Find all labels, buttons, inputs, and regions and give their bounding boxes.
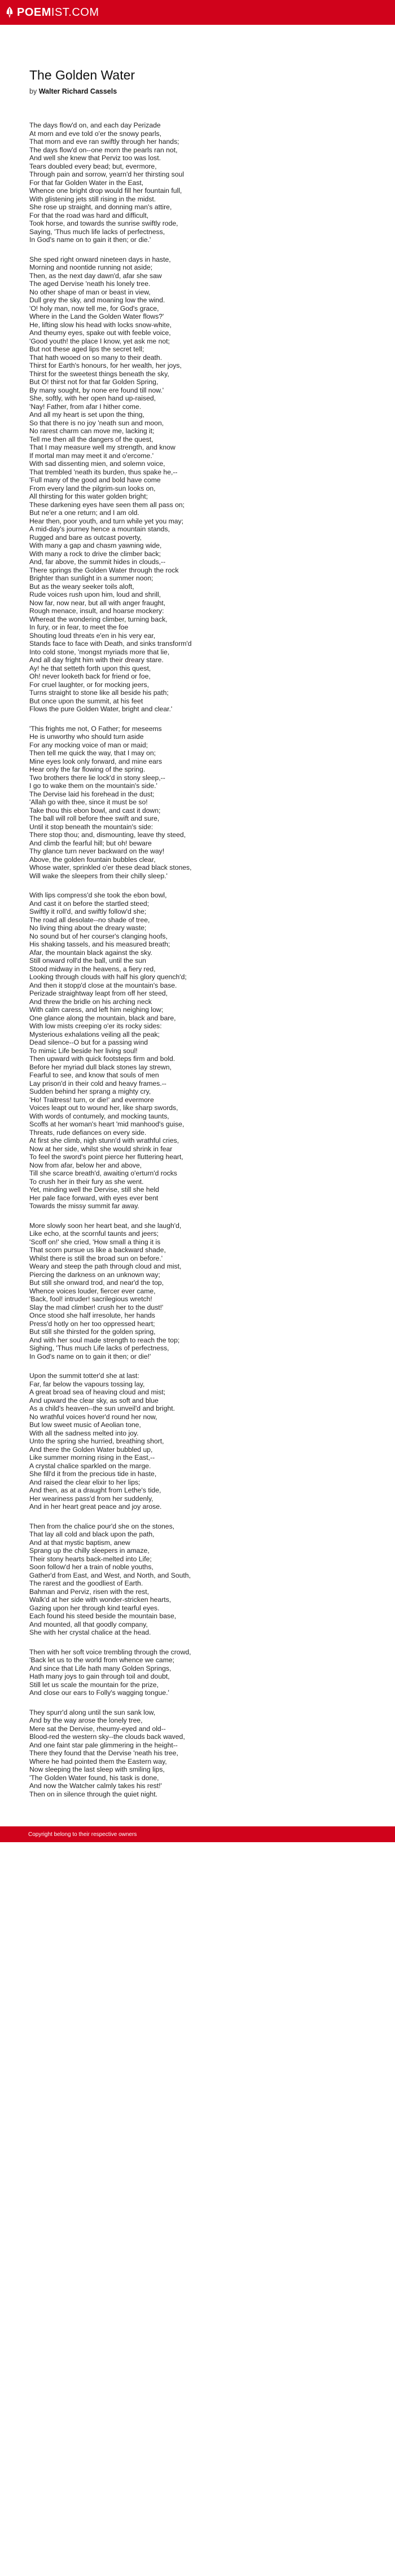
poem-line: Perizade straightway leapt from off her steed, — [29, 989, 168, 997]
poem-line: At morn and eve told o'er the snowy pearls, — [29, 129, 162, 138]
poem-line: Sprang up the chilly sleepers in amaze, — [29, 1547, 150, 1555]
poem-line: But as the weary seeker toils aloft, — [29, 582, 134, 591]
author-link[interactable]: Walter Richard Cassels — [38, 87, 117, 95]
poem-line: Took horse, and towards the sunrise swiftly rode, — [29, 219, 178, 227]
poem-line: Tell me then all the dangers of the quest, — [29, 435, 153, 443]
poem-line: Till she scarce breath'd, awaiting o'erturn'd rocks — [29, 1169, 177, 1177]
poem-line: Her pale face forward, with eyes ever bent — [29, 1194, 159, 1202]
poem-line: Sudden behind her sprang a mighty cry, — [29, 1087, 151, 1095]
poem-line: That scorn pursue us like a backward shade, — [29, 1246, 166, 1254]
poem-line: She with her crystal chalice at the head. — [29, 1628, 151, 1636]
poem-line: Then, as the next day dawn'd, afar she saw — [29, 271, 162, 280]
poem-line: Above, the golden fountain bubbles clear, — [29, 855, 156, 864]
poem-line: Oh! never looketh back for friend or foe, — [29, 672, 151, 680]
poem-line: A crystal chalice sparkled on the marge. — [29, 1461, 151, 1470]
poem-line: Walk'd at her side with wonder-stricken hearts, — [29, 1596, 172, 1604]
poem-line: 'Scoff on!' she cried, 'How small a thing it is — [29, 1238, 161, 1246]
poem-stanza — [29, 256, 395, 714]
poem-line: Afar, the mountain black against the sky. — [29, 948, 152, 957]
poem-line: 'This frights me not, O Father; for meseems — [29, 724, 162, 733]
poem-line: And by the way arose the lonely tree, — [29, 1716, 143, 1724]
poem-line: Where he had pointed them the Eastern way, — [29, 1757, 167, 1765]
poem-stanza — [29, 725, 395, 880]
poem-line: And with her soul made strength to reach the top; — [29, 1336, 180, 1344]
poem-line: To feel the sword's point pierce her fluttering heart, — [29, 1153, 183, 1161]
poem-line: Rugged and bare as outcast poverty, — [29, 533, 142, 541]
poem-line: Scoffs at her woman's heart 'mid manhood's guise, — [29, 1120, 185, 1128]
poem-line: 'Ho! Traitress! turn, or die!' and evermore — [29, 1095, 154, 1104]
poem-line: Sighing, 'Thus much Life lacks of perfectness, — [29, 1344, 169, 1352]
poem-line: No other shape of man or beast in view, — [29, 288, 151, 296]
quill-icon — [6, 7, 14, 18]
poem-line: And there the Golden Water bubbled up, — [29, 1445, 153, 1454]
poem-line: Each found his steed beside the mountain base, — [29, 1612, 177, 1620]
poem-line: To crush her in their fury as she went. — [29, 1177, 144, 1186]
poem-line: Towards the missy summit far away. — [29, 1202, 139, 1210]
poem-line: No living thing about the dreary waste; — [29, 924, 147, 932]
poem-line: Stands face to face with Death, and sinks transform'd — [29, 640, 192, 648]
poem-line: Then upward with quick footsteps firm and bold. — [29, 1055, 175, 1063]
poem-line: By many sought, by none ere found till now.' — [29, 386, 164, 394]
poem-line: 'Nay! Father, from afar I hither come. — [29, 402, 142, 411]
poem-line: Whereat the wondering climber, turning back, — [29, 615, 168, 623]
poem-line: Piercing the darkness on an unknown way; — [29, 1270, 160, 1279]
poem-line: At first she climb, nigh stunn'd with wrathful cries, — [29, 1137, 179, 1144]
poem-line: His shaking tassels, and his measured breath; — [29, 940, 170, 948]
poem-line: One glance along the mountain, black and bare, — [29, 1014, 176, 1022]
poem-byline — [29, 87, 395, 95]
poem-line: She rose up straight, and donning man's attire, — [29, 203, 172, 211]
poem-line: And well she knew that Perviz too was lost. — [29, 154, 161, 162]
poem-line: Shouting loud threats e'en in his very ear, — [29, 631, 156, 640]
poem-body — [29, 121, 395, 1798]
logo-light: IST.COM — [51, 6, 99, 19]
poem-line: 'Good youth! the place I know, yet ask me not; — [29, 337, 170, 345]
poem-line: Voices leapt out to wound her, like sharp swords, — [29, 1104, 178, 1112]
poem-line: From every land the pilgrim-sun looks on, — [29, 484, 156, 492]
poem-line: Will wake the sleepers from their chilly sleep.' — [29, 871, 168, 880]
poem-line: She fill'd it from the precious tide in haste, — [29, 1470, 157, 1478]
poem-line: The aged Dervise 'neath his lonely tree. — [29, 280, 151, 288]
poem-line: Two brothers there lie lock'd in stony sleep,-- — [29, 773, 165, 782]
poem-line: Soon follow'd her a train of noble youths, — [29, 1563, 153, 1571]
poem-line: Now at her side, whilst she would shrink in fear — [29, 1144, 173, 1153]
poem-line: Press'd hotly on her too oppressed heart; — [29, 1319, 155, 1328]
poem-line: I go to wake them on the mountain's side.' — [29, 782, 157, 790]
poem-line: And all day fright him with their dreary stare. — [29, 656, 164, 664]
poem-line: Still onward roll'd the ball, until the sun — [29, 957, 146, 965]
copyright-text: Copyright belong to their respective owners — [28, 1831, 137, 1838]
poem-line: And then it stopp'd close at the mountain's base. — [29, 981, 177, 989]
poem-line: Ay! he that setteth forth upon this quest, — [29, 664, 151, 672]
poem-line: But low sweet music of Aeolian tone, — [29, 1421, 141, 1429]
poem-line: For any mocking voice of man or maid; — [29, 741, 148, 749]
poem-line: With many a gap and chasm yawning wide, — [29, 541, 162, 549]
poem-line: And cast it on before the startled steed; — [29, 899, 150, 908]
poem-line: The Dervise laid his forehead in the dust; — [29, 790, 155, 798]
poem-line: With calm caress, and left him neighing low; — [29, 1006, 164, 1014]
poem-line: In God's name on to gain it then; or die!' — [29, 1352, 151, 1360]
poem-line: That lay all cold and black upon the path, — [29, 1530, 155, 1538]
poem-line: Thirst for the sweetest things beneath the sky, — [29, 369, 169, 378]
poem-line: A great broad sea of heaving cloud and mist; — [29, 1388, 166, 1396]
poem-line: No wrathful voices hover'd round her now, — [29, 1412, 157, 1421]
poem-line: There springs the Golden Water through the rock — [29, 566, 179, 574]
poem-line: Their stony hearts back-melted into Life; — [29, 1555, 152, 1563]
poem-line: And, far above, the summit hides in clouds,-- — [29, 558, 166, 566]
poem-line: Yet, minding well the Dervise, still she held — [29, 1186, 159, 1194]
poem-line: Like echo, at the scornful taunts and jeers; — [29, 1230, 159, 1238]
poem-line: Slay the mad climber! crush her to the dust!' — [29, 1303, 164, 1311]
poem-line: And now the Watcher calmly takes his rest!' — [29, 1782, 162, 1790]
poem-stanza — [29, 1372, 395, 1511]
poem-line: Now from afar, below her and above, — [29, 1161, 142, 1169]
poem-line: There stop thou; and, dismounting, leave thy steed, — [29, 831, 186, 839]
poem-line: With low mists creeping o'er its rocky sides: — [29, 1022, 162, 1030]
poem-line: No rarest charm can move me, lacking it; — [29, 427, 155, 435]
poem-line: Dull grey the sky, and moaning low the wind. — [29, 296, 165, 304]
poem-line: He is unworthy who should turn aside — [29, 733, 144, 741]
poem-line: But still she thirsted for the golden spring, — [29, 1328, 156, 1336]
poem-line: Now sleeping the last sleep with smiling lips, — [29, 1765, 165, 1773]
poem-line: Bahman and Perviz, risen with the rest, — [29, 1587, 150, 1596]
poem-line: There they found that the Dervise 'neath his tree, — [29, 1749, 178, 1757]
poem-line: Rude voices rush upon him, loud and shrill, — [29, 591, 161, 598]
poem-line: So that there is no joy 'neath sun and moon, — [29, 419, 164, 427]
site-footer — [0, 1826, 395, 1842]
poem-line: Her weariness pass'd from her suddenly, — [29, 1494, 153, 1503]
poem-line: Hear then, poor youth, and turn while yet you may; — [29, 517, 184, 525]
poem-line: That hath wooed on so many to their death. — [29, 353, 163, 362]
poem-line: Thirst for Earth's honours, for her wealth, her joys, — [29, 362, 182, 369]
poem-line: That I may measure well my strength, and know — [29, 443, 175, 451]
poem-line: The ball will roll before thee swift and sure, — [29, 814, 160, 822]
poem-line: Mere sat the Dervise, rheumy-eyed and old-- — [29, 1724, 166, 1733]
poem-line: And theumy eyes, spake out with feeble voice, — [29, 329, 171, 337]
poem-line: Once stood she half irresolute, her hands — [29, 1311, 155, 1319]
poem-stanza — [29, 1708, 395, 1799]
poem-line: For cruel laughter, or for mocking jeers, — [29, 680, 150, 689]
poem-line: Turns straight to stone like all beside his path; — [29, 689, 169, 697]
poem-line: Lay prison'd in their cold and heavy frames.-- — [29, 1079, 166, 1087]
poem-line: Upon the summit totter'd she at last: — [29, 1372, 139, 1380]
poem-line: With sad dissenting mien, and solemn voice, — [29, 460, 165, 468]
poem-line: But not these aged lips the secret tell; — [29, 345, 144, 353]
poem-content — [0, 25, 395, 1798]
poem-line: Like summer morning rising in the East,-- — [29, 1454, 155, 1461]
poem-line: No sound but of her courser's clanging hoofs, — [29, 932, 168, 940]
poem-line: And since that Life hath many Golden Springs, — [29, 1664, 172, 1672]
poem-line: Where in the Land the Golden Water flows?' — [29, 312, 164, 320]
poem-line: Whilst there is still the broad sun on before.' — [29, 1254, 163, 1262]
poem-stanza — [29, 1222, 395, 1361]
poem-line: Into cold stone, 'mongst myriads more that lie, — [29, 648, 170, 656]
poem-line: Then with her soft voice trembling through the crowd, — [29, 1648, 191, 1656]
poem-line: If mortal man may meet it and o'ercome.' — [29, 451, 154, 460]
poem-line: And threw the bridle on his arching neck — [29, 997, 152, 1006]
poem-stanza — [29, 1522, 395, 1637]
poem-line: She sped right onward nineteen days in haste, — [29, 255, 171, 263]
poem-line: Dead silence--O but for a passing wind — [29, 1038, 148, 1046]
logo-text — [17, 6, 99, 19]
poem-line: 'Back let us to the world from whence we came; — [29, 1656, 175, 1664]
poem-line: Before her myriad dull black stones lay strewn, — [29, 1063, 172, 1071]
poem-line: With words of contumely, and mocking taunts, — [29, 1112, 169, 1120]
poem-line: But O! thirst not for that far Golden Spring, — [29, 378, 159, 386]
poem-line: 'Allah go with thee, since it must be so! — [29, 798, 148, 806]
poem-line: But still she onward trod, and near'd the top, — [29, 1279, 164, 1287]
poem-line: And climb the fearful hill; but oh! beware — [29, 839, 152, 847]
byline-prefix: by — [29, 87, 39, 95]
poem-line: Blood-red the western sky--the clouds back waved, — [29, 1733, 185, 1741]
poem-line: To mimic Life beside her living soul! — [29, 1046, 138, 1055]
poem-line: Then from the chalice pour'd she on the stones, — [29, 1522, 175, 1530]
poem-line: Brighter than sunlight in a summer noon; — [29, 574, 153, 582]
poem-line: 'Full many of the good and bold have come — [29, 476, 161, 484]
poem-line: Thy glance turn never backward on the way! — [29, 847, 165, 855]
poem-line: The days flow'd on, and each day Perizade — [29, 121, 161, 129]
poem-line: With glistening jets still rising in the midst. — [29, 195, 156, 203]
poem-line: Swiftly it roll'd, and swiftly follow'd she; — [29, 908, 147, 915]
poem-line: And raised the clear elixir to her lips; — [29, 1478, 141, 1486]
poem-line: 'Back, fool! intruder! sacrilegious wretch! — [29, 1295, 152, 1303]
poem-line: And at that mystic baptism, anew — [29, 1538, 130, 1547]
poem-line: And upward the clear sky, as soft and blue — [29, 1396, 159, 1404]
poem-line: More slowly soon her heart beat, and she laugh'd, — [29, 1221, 182, 1230]
poem-line: The road all desolate--no shade of tree, — [29, 915, 150, 924]
poem-line: They spurr'd along until the sun sank low, — [29, 1708, 156, 1716]
poem-line: That trembled 'neath its burden, thus spake he,-- — [29, 468, 178, 476]
poem-line: A mid-day's journey hence a mountain stands, — [29, 525, 170, 533]
poem-line: In God's name on to gain it then; or die.' — [29, 236, 151, 244]
poem-line: The rarest and the goodliest of Earth. — [29, 1579, 143, 1587]
poem-line: These darkening eyes have seen them all pass on; — [29, 500, 185, 509]
poem-line: Threats, rude defiances on every side. — [29, 1128, 147, 1137]
logo-bold: POEM — [17, 6, 51, 19]
poem-line: But once upon the summit, at his feet — [29, 697, 143, 705]
site-header — [0, 0, 395, 25]
poem-line: Whence voices louder, fiercer ever came, — [29, 1287, 156, 1295]
poem-line: Morning and noontide running not aside; — [29, 263, 153, 271]
poem-line: 'The Golden Water found, his task is done, — [29, 1773, 159, 1782]
poem-line: Then on in silence through the quiet night. — [29, 1790, 157, 1798]
poem-line: The days flow'd on--one morn the pearls ran not, — [29, 146, 178, 154]
poem-line: Then tell me quick the way, that I may on; — [29, 749, 156, 757]
poem-line: Take thou this ebon bowl, and cast it down; — [29, 806, 161, 814]
poem-line: And in her heart great peace and joy arose. — [29, 1503, 162, 1511]
poem-line: Far, far below the vapours tossing lay, — [29, 1380, 145, 1388]
poem-line: Rough menace, insult, and hoarse mockery: — [29, 607, 164, 615]
poem-line: Gazing upon her through kind tearful eyes. — [29, 1604, 160, 1612]
poem-line: Still let us scale the mountain for the prize, — [29, 1680, 159, 1689]
poem-line: Unto the spring she hurried, breathing short, — [29, 1437, 164, 1445]
poem-line: Through pain and sorrow, yearn'd her thirsting soul — [29, 170, 184, 178]
poem-line: As a child's heaven--the sun unveil'd and bright. — [29, 1404, 175, 1412]
poem-line: That morn and eve ran swiftly through her hands; — [29, 138, 179, 146]
poem-stanza — [29, 1648, 395, 1697]
poem-line: Tears doubled every bead; but, evermore, — [29, 162, 157, 170]
poem-line: And one faint star pale glimmering in the height-- — [29, 1741, 178, 1749]
poem-line: Hear only the far flowing of the spring. — [29, 765, 146, 773]
poem-stanza — [29, 891, 395, 1210]
poem-line: Saying, 'Thus much life lacks of perfectness, — [29, 227, 165, 236]
poem-line: And all my heart is set upon the thing, — [29, 411, 144, 419]
poem-line: But ne'er a one return; and I am old. — [29, 509, 139, 517]
poem-line: And close our ears to Folly's wagging tongue.' — [29, 1689, 169, 1697]
poem-line: Mysterious exhalations veiling all the peak; — [29, 1030, 160, 1038]
poem-line: Stood midway in the heavens, a fiery red, — [29, 965, 156, 973]
poem-line: With all the sadness melted into joy. — [29, 1429, 139, 1437]
poem-line: And then, as at a draught from Lethe's tide, — [29, 1486, 161, 1494]
poem-line: Weary and steep the path through cloud and mist, — [29, 1262, 182, 1270]
site-logo[interactable] — [6, 6, 99, 19]
poem-line: In fury, or in fear, to meet the foe — [29, 623, 129, 631]
poem-line: And mounted, all that goodly company, — [29, 1620, 148, 1628]
poem-line: All thirsting for this water golden bright; — [29, 492, 148, 500]
poem-line: 'O! holy man, now tell me, for God's grace, — [29, 304, 159, 312]
poem-line: Whose water, sprinkled o'er these dead black stones, — [29, 864, 192, 871]
poem-line: Hath many joys to gain through toil and doubt, — [29, 1672, 170, 1680]
poem-title: The Golden Water — [29, 68, 135, 82]
poem-line: She, softly, with her open hand up-raised, — [29, 394, 156, 402]
poem-line: With lips compress'd she took the ebon bowl, — [29, 891, 167, 899]
poem-line: Until it stop beneath the mountain's side: — [29, 822, 153, 831]
poem-line: Now far, now near, but all with anger fraught, — [29, 598, 166, 607]
poem-line: For that the road was hard and difficult, — [29, 211, 149, 219]
poem-line: For that far Golden Water in the East, — [29, 178, 144, 187]
poem-line: Whence one bright drop would fill her fountain full, — [29, 187, 182, 195]
poem-line: Gather'd from East, and West, and North, and South, — [29, 1571, 191, 1579]
poem-line: Mine eyes look only forward, and mine ears — [29, 757, 163, 765]
poem-line: He, lifting slow his head with locks snow-white, — [29, 320, 172, 329]
poem-line: Looking through clouds with half his glory quench'd; — [29, 973, 187, 981]
poem-stanza — [29, 121, 395, 244]
poem-line: With many a rock to drive the climber back; — [29, 549, 161, 558]
poem-line: Flows the pure Golden Water, bright and clear.' — [29, 705, 173, 713]
poem-line: Fearful to see, and know that souls of men — [29, 1071, 159, 1079]
